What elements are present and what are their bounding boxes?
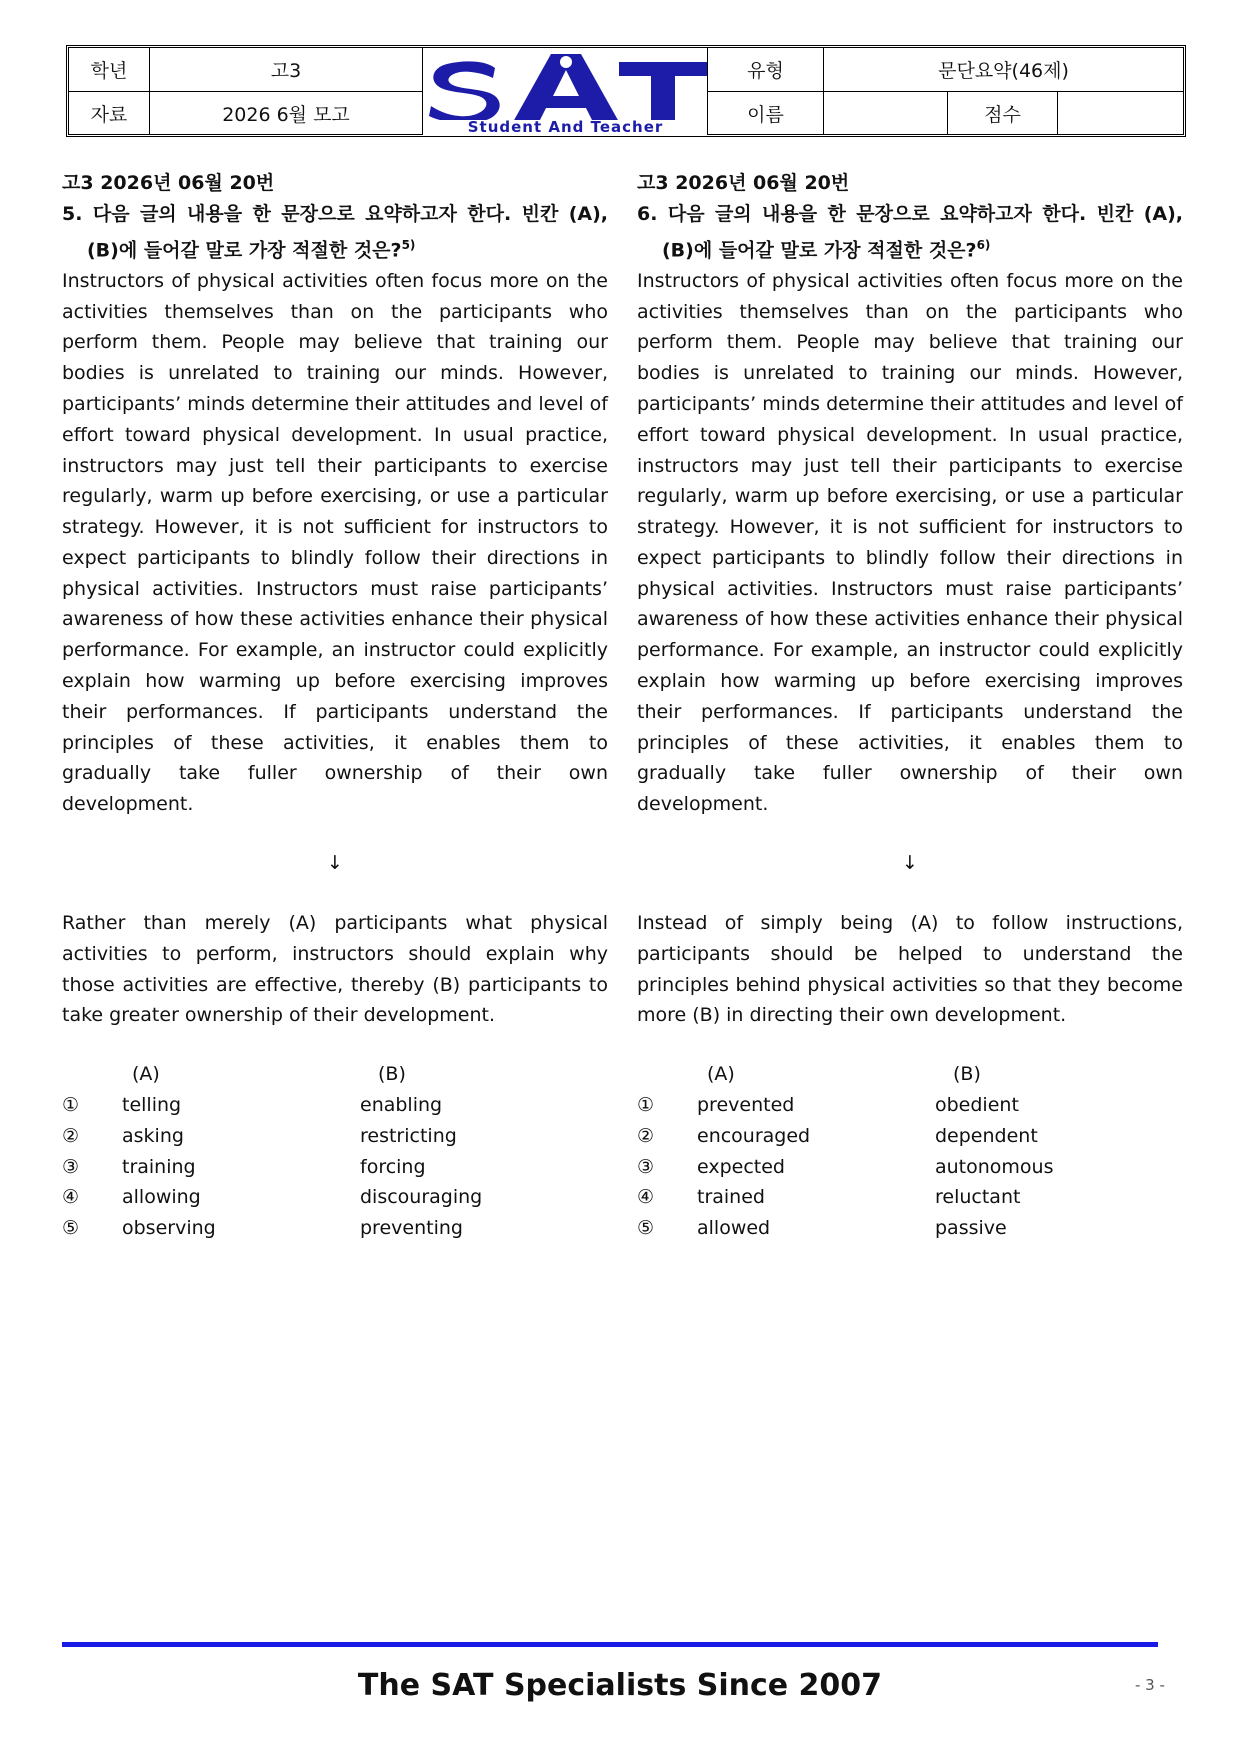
option-a: prevented [697,1094,795,1117]
option-5[interactable] [637,1213,1183,1244]
material-label: 자료 [69,92,150,135]
column-b-header: (B) [378,1063,406,1086]
option-number: ⑤ [637,1217,655,1240]
option-b: restricting [360,1124,457,1147]
question-prompt [637,199,1183,266]
option-number: ② [637,1124,655,1147]
option-number: ① [62,1094,80,1117]
summary-sentence: Rather than merely (A) participants what physical activities to perform, instructors should explain why those activities are effective, thereby (B) participants to take greater ownership of their development. [62,912,608,1027]
option-b: obedient [935,1094,1019,1117]
option-a: trained [697,1186,765,1209]
option-b: reluctant [935,1186,1021,1209]
name-field[interactable] [824,92,948,135]
type-label: 유형 [708,48,824,92]
option-a: expected [697,1155,785,1178]
passage: Instructors of physical activities often focus more on the activities themselves than on the participants who perform them. People may believe that training our bodies is unrelated to training our minds. However, participants’ minds determine their attitudes and level of effort toward physical development. In usual practice, instructors may just tell their participants to exercise regularly, warm up before exercising, or use a particular strategy. However, it is not sufficient for instructors to expect participants to blindly follow their directions in physical activities. Instructors must raise participants’ awareness of how these activities enhance their physical performance. For example, an instructor could explicitly explain how warming up before exercising improves their performances. If participants understand the principles of these activities, it enables them to gradually take fuller ownership of their own development. [62,269,608,816]
type-value: 문단요약(46제) [824,48,1183,92]
logo-subtitle: Student And Teacher [423,120,708,135]
footnote-marker: 6) [976,237,991,252]
option-1[interactable] [62,1090,608,1121]
question-source: 고3 2026년 06월 20번 [637,172,850,194]
option-number: ④ [637,1186,655,1209]
option-4[interactable] [637,1182,1183,1213]
score-label: 점수 [948,92,1058,135]
column-a-header: (A) [132,1063,160,1086]
question-text: 6. 다음 글의 내용을 한 문장으로 요약하고자 한다. 빈칸 (A), (B)에 들어갈 말로 가장 적절한 것은? [637,202,1183,261]
passage: Instructors of physical activities often focus more on the activities themselves than on the participants who perform them. People may believe that training our bodies is unrelated to training our minds. However, participants’ minds determine their attitudes and level of effort toward physical development. In usual practice, instructors may just tell their participants to exercise regularly, warm up before exercising, or use a particular strategy. However, it is not sufficient for instructors to expect participants to blindly follow their directions in physical activities. Instructors must raise participants’ awareness of how these activities enhance their physical performance. For example, an instructor could explicitly explain how warming up before exercising improves their performances. If participants understand the principles of these activities, it enables them to gradually take fuller ownership of their own development. [637,269,1183,816]
question-5 [62,168,608,1244]
option-number: ① [637,1094,655,1117]
option-number: ③ [637,1155,655,1178]
page-number: - 3 - [1135,1676,1165,1694]
option-a: allowed [697,1217,771,1240]
option-3[interactable] [637,1152,1183,1183]
option-a: observing [122,1217,216,1240]
option-b: enabling [360,1094,443,1117]
option-2[interactable] [62,1121,608,1152]
option-a: allowing [122,1186,201,1209]
option-b: discouraging [360,1186,483,1209]
options-header [62,1059,608,1090]
option-b: preventing [360,1217,463,1240]
option-b: dependent [935,1124,1038,1147]
grade-value: 고3 [150,48,423,92]
footer-slogan: The SAT Specialists Since 2007 [357,1668,883,1703]
question-source: 고3 2026년 06월 20번 [62,172,275,194]
footnote-marker: 5) [401,237,416,252]
sat-logo [423,48,708,135]
question-text: 5. 다음 글의 내용을 한 문장으로 요약하고자 한다. 빈칸 (A), (B)에 들어갈 말로 가장 적절한 것은? [62,202,608,261]
option-number: ② [62,1124,80,1147]
column-b-header: (B) [953,1063,981,1086]
option-number: ④ [62,1186,80,1209]
down-arrow-icon: ↓ [902,852,918,875]
option-5[interactable] [62,1213,608,1244]
option-b: passive [935,1217,1007,1240]
option-4[interactable] [62,1182,608,1213]
column-a-header: (A) [707,1063,735,1086]
option-b: autonomous [935,1155,1054,1178]
down-arrow-icon: ↓ [327,852,343,875]
option-a: training [122,1155,196,1178]
option-number: ⑤ [62,1217,80,1240]
option-a: telling [122,1094,182,1117]
footer-divider [62,1642,1158,1647]
answer-options [62,1059,608,1244]
option-number: ③ [62,1155,80,1178]
name-label: 이름 [708,92,824,135]
question-6 [637,168,1183,1244]
grade-label: 학년 [69,48,150,92]
option-b: forcing [360,1155,426,1178]
option-2[interactable] [637,1121,1183,1152]
option-3[interactable] [62,1152,608,1183]
option-a: asking [122,1124,184,1147]
answer-options [637,1059,1183,1244]
option-1[interactable] [637,1090,1183,1121]
summary-sentence: Instead of simply being (A) to follow instructions, participants should be helped to understand the principles behind physical activities so that they become more (B) in directing their own development. [637,912,1183,1027]
options-header [637,1059,1183,1090]
question-prompt [62,199,608,266]
worksheet-header [66,45,1186,137]
material-value: 2026 6월 모고 [150,92,423,135]
score-field[interactable] [1058,92,1183,135]
option-a: encouraged [697,1124,811,1147]
